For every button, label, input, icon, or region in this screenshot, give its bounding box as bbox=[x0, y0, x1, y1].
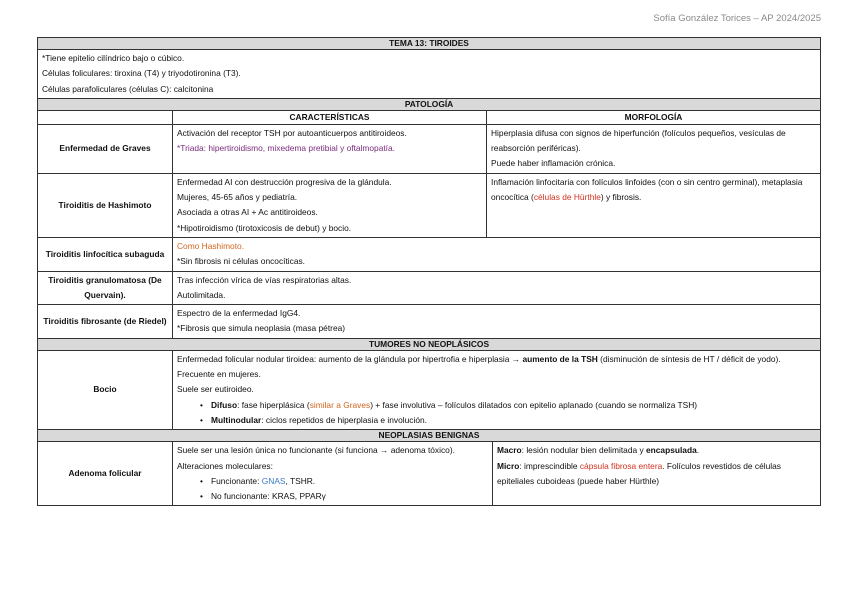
subacute-c2: *Sin fibrosis ni células oncocíticas. bbox=[177, 256, 306, 267]
subacute-characteristics bbox=[173, 237, 821, 271]
hashimoto-c3: Asociada a otras AI + Ac antitiroideos. bbox=[177, 207, 318, 218]
adenoma-micro-end: . Folículos revestidos de células epiteliales cuboideas (puede haber Hürthle) bbox=[497, 460, 781, 486]
title-row bbox=[38, 38, 821, 50]
hashimoto-m-hurthle: células de Hürthle bbox=[533, 192, 601, 203]
hashimoto-m-pre: Inflamación linfocitaria con folículos linfoides (con o sin centro germinal), metaplasia oncocítica ( bbox=[491, 176, 803, 203]
thyroid-table bbox=[37, 37, 821, 506]
subacute-c1: Como Hashimoto. bbox=[177, 240, 245, 251]
pathology-header-row bbox=[38, 98, 821, 110]
bocio-l1-post: (disminución de síntesis de HT / déficit de yodo). bbox=[597, 353, 781, 364]
section-non-neoplastic: TUMORES NO NEOPLÁSICOS bbox=[38, 338, 821, 350]
bocio-types-list bbox=[177, 398, 816, 429]
adenoma-b1-gnas: GNAS bbox=[261, 475, 286, 486]
adenoma-name: Adenoma folicular bbox=[38, 442, 173, 506]
adenoma-macro bbox=[497, 443, 816, 458]
quervain-name: Tiroiditis granulomatosa (De Quervain). bbox=[38, 271, 173, 305]
graves-c1: Activación del receptor TSH por autoanticuerpos antitiroideos. bbox=[177, 127, 407, 138]
bocio-type-multinodular bbox=[177, 413, 816, 428]
adenoma-micro bbox=[497, 459, 816, 490]
non-neoplastic-header-row bbox=[38, 338, 821, 350]
empty-header-cell bbox=[38, 110, 173, 124]
adenoma-macro-end: . bbox=[696, 445, 700, 456]
bocio-l1 bbox=[177, 352, 816, 367]
bocio-b2-post: : ciclos repetidos de hiperplasia e involución. bbox=[261, 414, 427, 425]
quervain-c1: Tras infección vírica de vías respiratorias altas. bbox=[177, 274, 352, 285]
table-title: TEMA 13: TIROIDES bbox=[38, 38, 821, 50]
adenoma-micro-label: Micro bbox=[497, 460, 520, 471]
row-quervain bbox=[38, 271, 821, 305]
adenoma-b1-post: , TSHR. bbox=[285, 475, 316, 486]
section-pathology: PATOLOGÍA bbox=[38, 98, 821, 110]
bocio-l1-pre: Enfermedad folicular nodular tiroidea: aumento de la glándula por hipertrofia e hiperplasia → bbox=[177, 353, 523, 364]
intro-row bbox=[38, 50, 821, 99]
bocio-l1-tsh: aumento de la TSH bbox=[522, 353, 598, 364]
adenoma-b1-pre: Funcionante: bbox=[211, 475, 262, 486]
riedel-c2: *Fibrosis que simula neoplasia (masa pétrea) bbox=[177, 323, 346, 334]
hashimoto-m-post: ) y fibrosis. bbox=[600, 192, 642, 203]
adenoma-c1: Suele ser una lesión única no funcionante (si funciona → adenoma tóxico). bbox=[177, 445, 455, 456]
adenoma-c2: Alteraciones moleculares: bbox=[177, 460, 273, 471]
graves-m2: Puede haber inflamación crónica. bbox=[491, 158, 616, 169]
graves-c2: *Triada: hipertiroidismo, mixedema pretibial y oftalmopatía. bbox=[177, 143, 395, 154]
benign-header-row bbox=[38, 430, 821, 442]
section-benign: NEOPLASIAS BENIGNAS bbox=[38, 430, 821, 442]
graves-m1: Hiperplasia difusa con signos de hiperfunción (folículos pequeños, vesículas de reabsorción periféricas). bbox=[491, 127, 786, 154]
column-header-row bbox=[38, 110, 821, 124]
graves-characteristics bbox=[173, 124, 487, 173]
hashimoto-name: Tiroiditis de Hashimoto bbox=[38, 173, 173, 237]
intro-follicular: Células foliculares: tiroxina (T4) y triyodotironina (T3). bbox=[42, 68, 241, 79]
row-bocio bbox=[38, 350, 821, 429]
bocio-l3: Suele ser eutiroideo. bbox=[177, 384, 254, 395]
riedel-c1: Espectro de la enfermedad IgG4. bbox=[177, 308, 301, 319]
riedel-name: Tiroiditis fibrosante (de Riedel) bbox=[38, 305, 173, 339]
intro-cell bbox=[38, 50, 821, 99]
col-morphology: MORFOLOGÍA bbox=[487, 110, 821, 124]
subacute-name: Tiroiditis linfocítica subaguda bbox=[38, 237, 173, 271]
adenoma-micro-mid: : imprescindible bbox=[519, 460, 580, 471]
adenoma-micro-capsule: cápsula fibrosa entera bbox=[579, 460, 663, 471]
row-hashimoto bbox=[38, 173, 821, 237]
hashimoto-c4: *Hipotiroidismo (tirotoxicosis de debut) y bocio. bbox=[177, 222, 352, 233]
quervain-c2: Autolimitada. bbox=[177, 289, 226, 300]
quervain-characteristics bbox=[173, 271, 821, 305]
col-characteristics: CARACTERÍSTICAS bbox=[173, 110, 487, 124]
page-header-author: Sofía González Torices – AP 2024/2025 bbox=[653, 13, 821, 24]
bocio-b1-post: ) + fase involutiva – folículos dilatados con epitelio aplanado (cuando se normaliza TSH) bbox=[370, 399, 698, 410]
adenoma-non-functioning: • No funcionante: KRAS, PPARγ bbox=[177, 489, 488, 504]
bocio-type-difuso bbox=[177, 398, 816, 413]
bocio-b2-bold: Multinodular bbox=[211, 414, 262, 425]
adenoma-characteristics bbox=[173, 442, 493, 506]
graves-morphology bbox=[487, 124, 821, 173]
adenoma-macro-encapsulated: encapsulada bbox=[645, 445, 697, 456]
bocio-name: Bocio bbox=[38, 350, 173, 429]
intro-epithelium: *Tiene epitelio cilíndrico bajo o cúbico. bbox=[42, 53, 185, 63]
hashimoto-c2: Mujeres, 45-65 años y pediatría. bbox=[177, 192, 298, 203]
intro-parafollicular: Células parafoliculares (células C): calcitonina bbox=[42, 83, 214, 94]
graves-name: Enfermedad de Graves bbox=[38, 124, 173, 173]
adenoma-morphology bbox=[493, 442, 821, 506]
adenoma-macro-mid: : lesión nodular bien delimitada y bbox=[521, 445, 646, 456]
row-graves bbox=[38, 124, 821, 173]
riedel-characteristics bbox=[173, 305, 821, 339]
bocio-b1-graves: similar a Graves bbox=[309, 399, 371, 410]
row-adenoma bbox=[38, 442, 821, 506]
row-riedel bbox=[38, 305, 821, 339]
adenoma-functioning bbox=[177, 474, 488, 489]
bocio-b1-bold: Difuso bbox=[211, 399, 238, 410]
bocio-l2: Frecuente en mujeres. bbox=[177, 369, 261, 380]
bocio-description bbox=[173, 350, 821, 429]
adenoma-molecular-list bbox=[177, 474, 488, 505]
row-subacute bbox=[38, 237, 821, 271]
hashimoto-morphology bbox=[487, 173, 821, 237]
adenoma-macro-label: Macro bbox=[497, 445, 522, 456]
bocio-b1-pre: : fase hiperplásica ( bbox=[237, 399, 310, 410]
hashimoto-c1: Enfermedad AI con destrucción progresiva de la glándula. bbox=[177, 176, 392, 187]
hashimoto-characteristics bbox=[173, 173, 487, 237]
